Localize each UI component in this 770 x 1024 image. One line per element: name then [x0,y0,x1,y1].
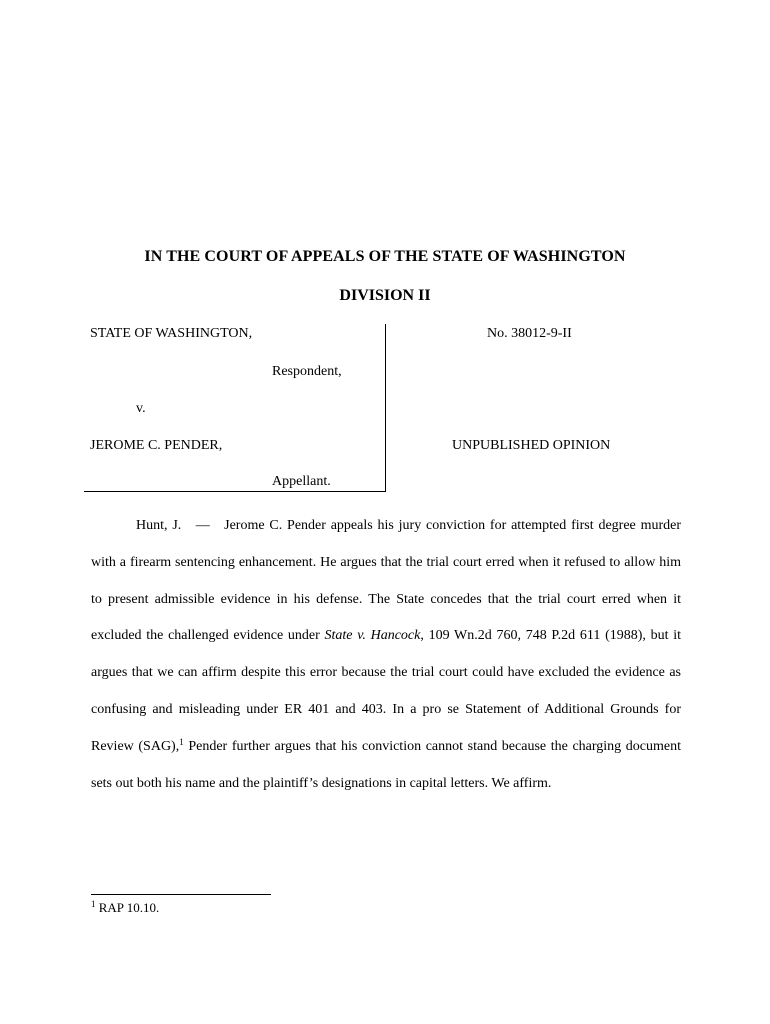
footnote-divider [91,894,271,895]
footnote-reference[interactable]: 1 [179,736,184,747]
footnote [91,900,159,916]
case-number: No. 38012-9-II [487,326,572,341]
versus: v. [136,401,146,416]
footnote-number: 1 [91,899,96,909]
case-citation: State v. Hancock [324,628,421,644]
plaintiff-name: STATE OF WASHINGTON, [90,326,253,341]
body-text-2: , 109 Wn.2d 760, 748 P.2d 611 (1988), but it argues that we can affirm despite this error because the trial court could have excluded the evidence as confusing and misleading under ER 401 and 403. In a pro se Statement of Additional Grounds for Review (SAG), [91,628,682,754]
body-text-1: Jerome C. Pender appeals his jury conviction for attempted first degree murder with a firearm sentencing enhancement. He argues that the trial court erred when it refused to allow him to present admissible evidence in his defense. The State concedes that the trial court erred when it excluded the challenged evidence under [91,518,681,644]
defendant-role: Appellant. [272,474,331,489]
opinion-type: UNPUBLISHED OPINION [452,438,611,453]
defendant-name: JEROME C. PENDER, [90,438,223,453]
court-title: IN THE COURT OF APPEALS OF THE STATE OF WASHINGTON [144,248,626,265]
plaintiff-role: Respondent, [272,364,342,379]
case-caption-box [84,324,386,492]
em-dash: — [195,518,210,533]
footnote-text: RAP 10.10. [95,900,160,915]
judge-name: Hunt, J. [136,518,182,533]
division-heading: DIVISION II [339,287,431,304]
opinion-body [91,508,681,802]
body-text-3: Pender further argues that his conviction cannot stand because the charging document sets out both his name and the plaintiff’s designations in capital letters. We affirm. [91,738,681,791]
